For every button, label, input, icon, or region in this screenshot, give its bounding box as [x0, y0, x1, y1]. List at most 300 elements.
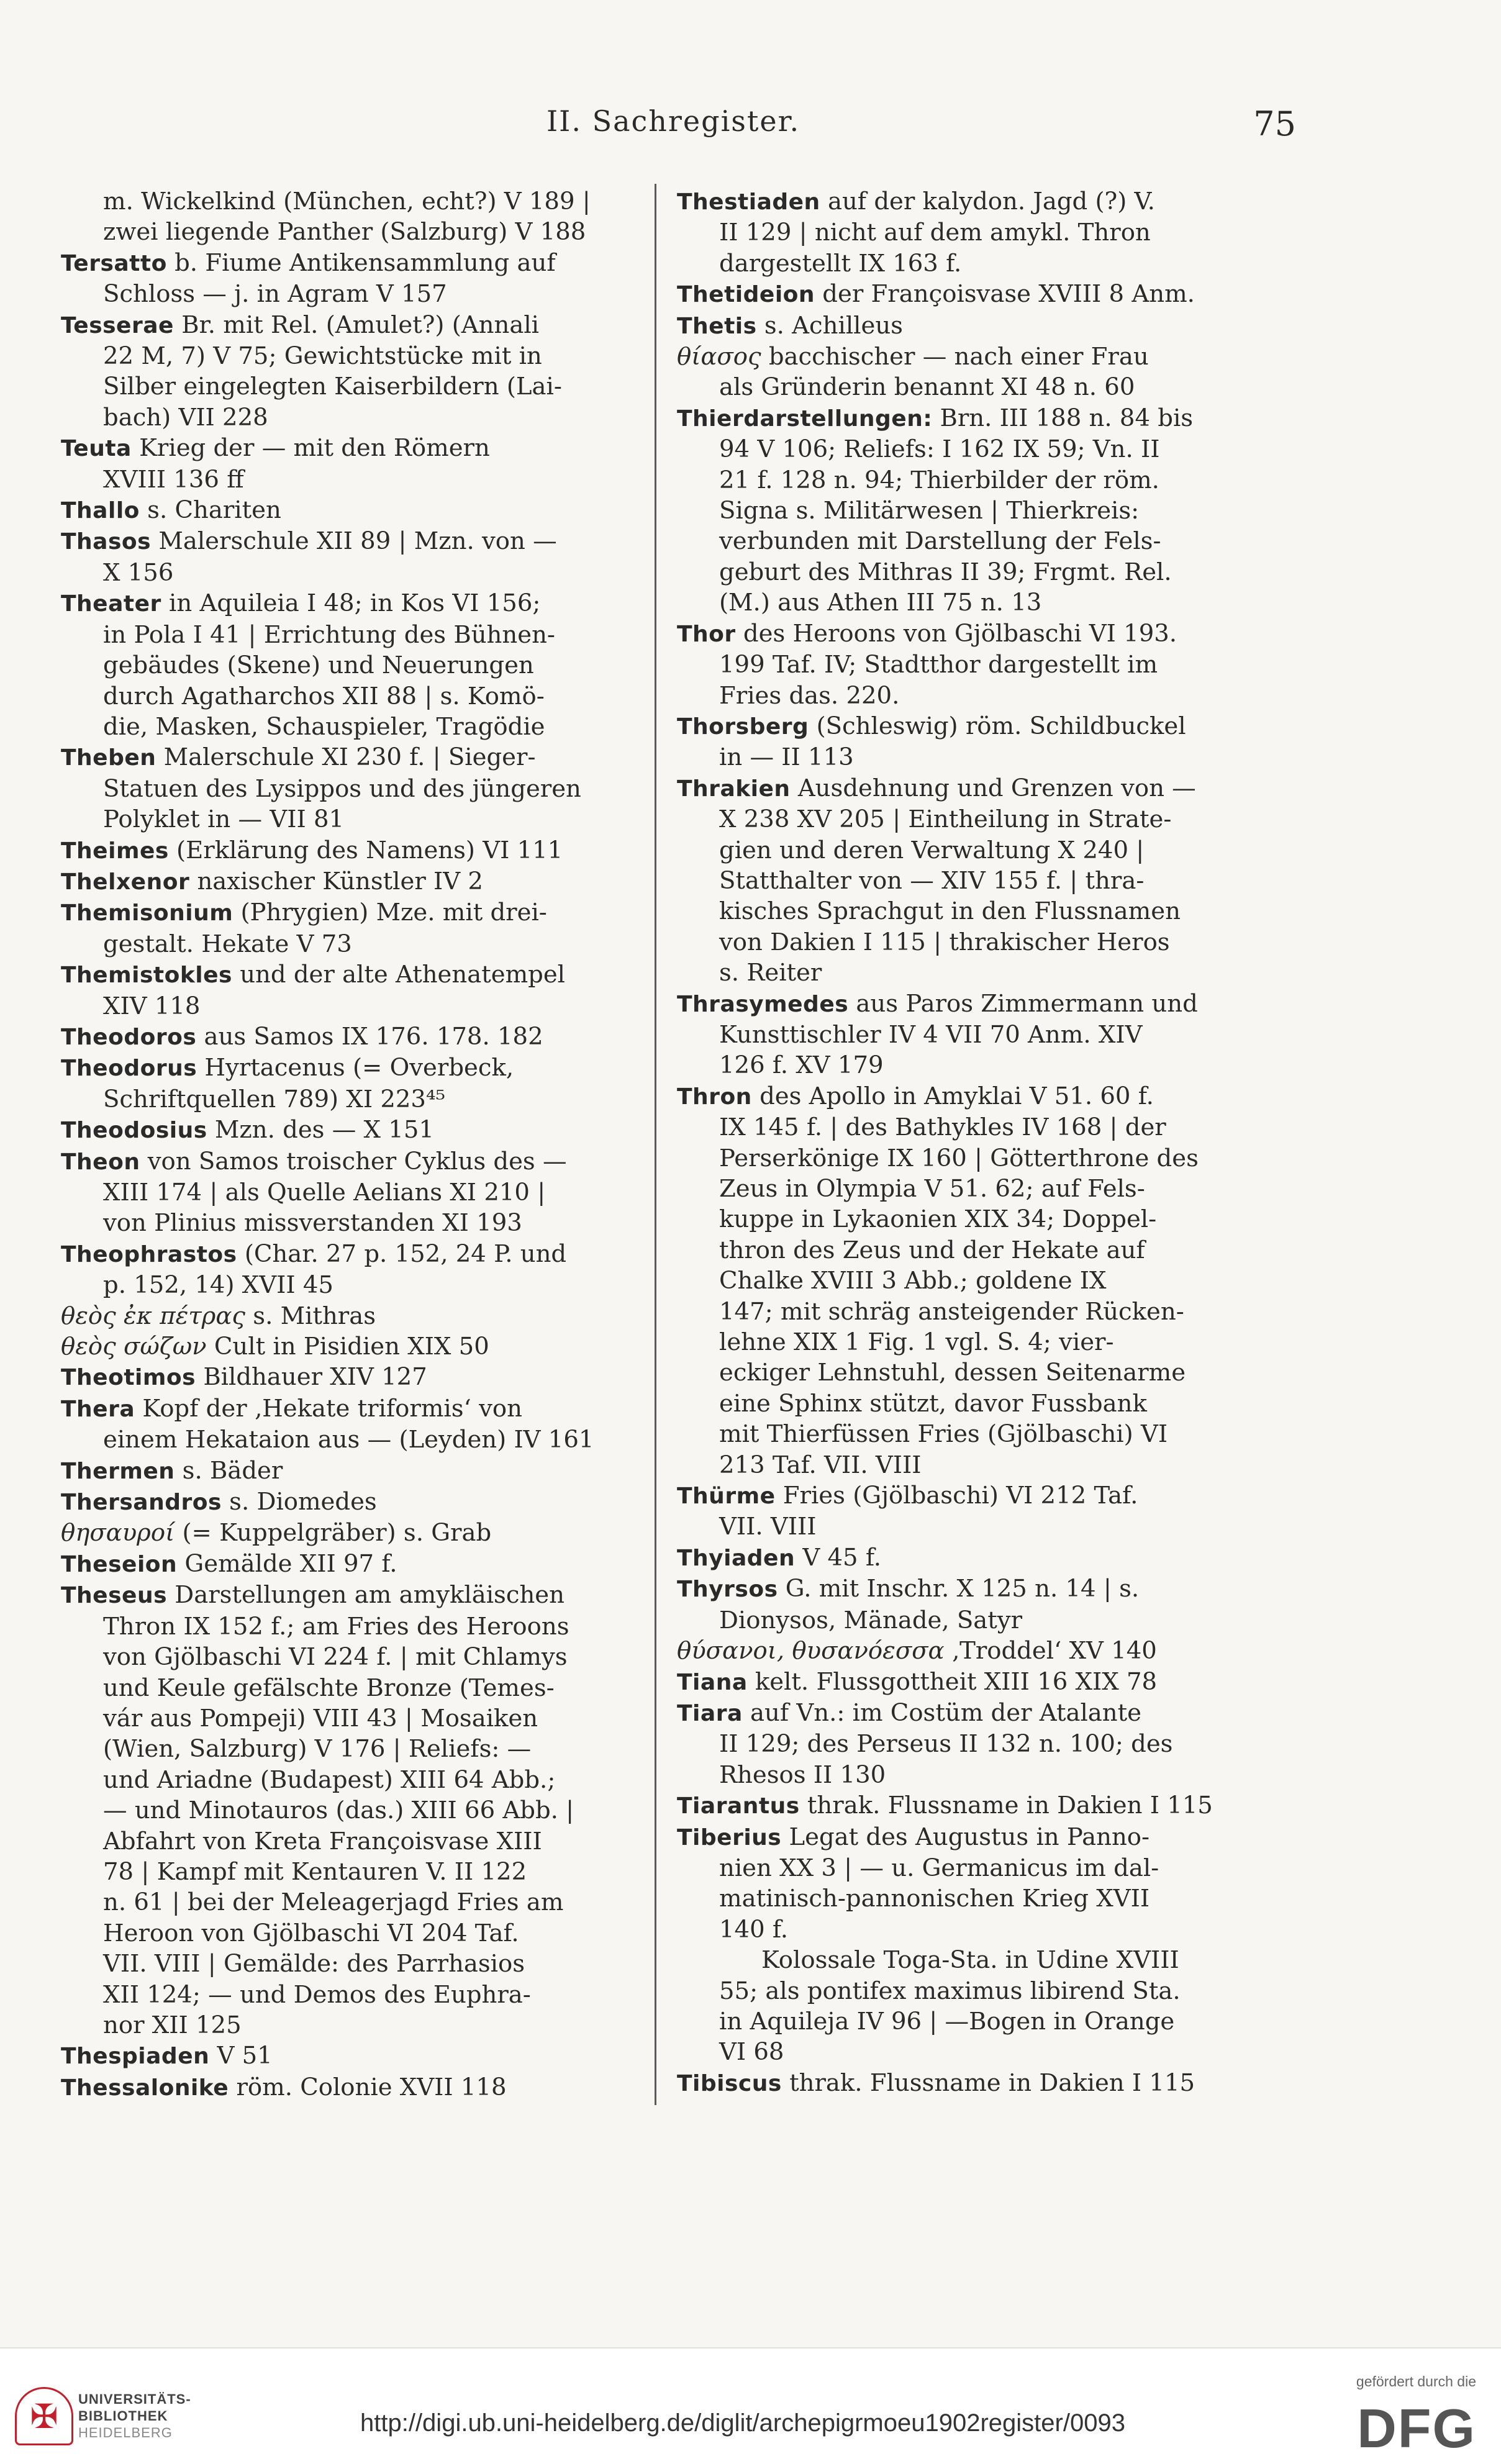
- index-entry-line: [677, 1143, 1248, 1174]
- index-lemma: Theben: [61, 745, 156, 771]
- index-entry-text: auf der kalydon. Jagd (?) V.: [820, 188, 1155, 215]
- index-entry-line: [61, 248, 632, 279]
- index-entry-text: naxischer Künstler IV 2: [189, 867, 483, 895]
- index-entry-line: [61, 650, 632, 681]
- index-entry-line: [677, 742, 1248, 772]
- index-lemma: Theimes: [61, 838, 169, 864]
- index-lemma: Tersatto: [61, 250, 167, 276]
- index-entry-text: kelt. Flussgottheit XIII 16 XIX 78: [747, 1667, 1158, 1696]
- index-entry-text: Thron IX 152 f.; am Fries des Heroons: [103, 1612, 569, 1641]
- index-lemma: Thespiaden: [61, 2044, 210, 2070]
- index-lemma: Themisonium: [61, 900, 234, 926]
- index-entry-line: [677, 248, 1248, 279]
- index-entry-line: [61, 774, 632, 804]
- index-entry-line: [677, 1388, 1248, 1419]
- index-entry-line: [61, 2072, 632, 2103]
- greek-lemma: θεὸς σώζων: [61, 1333, 207, 1361]
- index-entry-text: Rhesos II 130: [719, 1760, 886, 1789]
- index-lemma: Thor: [677, 621, 736, 647]
- index-entry-text: Darstellungen am amykläischen: [167, 1581, 565, 1610]
- dfg-logo[interactable]: DFG: [1357, 2398, 1476, 2459]
- index-entry-line: [677, 2037, 1248, 2067]
- index-entry-text: XII 124; — und Demos des Euphra-: [103, 1980, 531, 2009]
- index-entry-text: in Aquileja IV 96 | —Bogen in Orange: [719, 2007, 1175, 2036]
- index-entry-text: 94 V 106; Reliefs: I 162 IX 59; Vn. II: [719, 435, 1160, 464]
- index-entry-text: Ausdehnung und Grenzen von —: [790, 774, 1196, 802]
- index-entry-text: matinisch-pannonischen Krieg XVII: [719, 1885, 1150, 1913]
- index-entry-line: [61, 959, 632, 990]
- university-name: [78, 2391, 191, 2441]
- index-entry-text: II 129; des Perseus II 132 n. 100; des: [719, 1730, 1173, 1759]
- index-entry-line: [677, 681, 1248, 711]
- index-entry-text: und der alte Athenatempel: [232, 961, 566, 989]
- index-entry-text: Fries (Gjölbaschi) VI 212 Taf.: [775, 1482, 1138, 1510]
- index-entry-line: [61, 526, 632, 557]
- index-entry-text: die, Masken, Schauspieler, Tragödie: [103, 712, 545, 741]
- index-entry-text: kuppe in Lykaonien XIX 34; Doppel-: [719, 1205, 1157, 1234]
- index-entry-line: [677, 1050, 1248, 1080]
- index-entry-line: [61, 1734, 632, 1764]
- index-entry-text: bacchischer — nach einer Frau: [761, 343, 1149, 371]
- index-entry-text: lehne XIX 1 Fig. 1 vgl. S. 4; vier-: [719, 1328, 1114, 1357]
- index-entry-text: zwei liegende Panther (Salzburg) V 188: [103, 218, 586, 247]
- index-entry-text: VII. VIII | Gemälde: des Parrhasios: [103, 1950, 525, 1978]
- index-entry-text: von Samos troischer Cyklus des —: [140, 1147, 567, 1175]
- index-entry-line: [61, 1518, 632, 1548]
- index-entry-text: Fries das. 220.: [719, 681, 900, 710]
- index-entry-text: in Pola I 41 | Errichtung des Bühnen-: [103, 620, 555, 649]
- index-entry-line: [61, 1673, 632, 1703]
- index-entry-text: Cult in Pisidien XIX 50: [206, 1333, 489, 1361]
- index-entry-line: [677, 372, 1248, 402]
- index-entry-line: [61, 279, 632, 309]
- index-entry-text: s. Diomedes: [221, 1488, 377, 1516]
- index-entry-line: [61, 804, 632, 835]
- university-name-line1: UNIVERSITÄTS-: [78, 2391, 191, 2407]
- column-divider: [655, 184, 656, 2105]
- index-entry-line: [61, 1301, 632, 1331]
- index-lemma: Thrakien: [677, 776, 791, 802]
- index-entry-line: [677, 557, 1248, 587]
- index-entry-text: Bildhauer XIV 127: [196, 1363, 427, 1392]
- index-entry-line: [677, 1729, 1248, 1759]
- index-entry-text: als Gründerin benannt XI 48 n. 60: [719, 373, 1135, 402]
- index-entry-line: [677, 1667, 1248, 1698]
- index-entry-line: [677, 342, 1248, 372]
- index-entry-line: [677, 1081, 1248, 1112]
- index-entry-text: — und Minotauros (das.) XIII 66 Abb. |: [103, 1796, 574, 1825]
- index-entry-line: [61, 1580, 632, 1611]
- index-entry-line: [61, 464, 632, 495]
- index-entry-line: [61, 588, 632, 619]
- index-lemma: Tesserae: [61, 312, 174, 338]
- index-entry-text: Kolossale Toga-Sta. in Udine XVIII: [761, 1946, 1179, 1975]
- index-entry-line: [677, 866, 1248, 896]
- viewer-footer: [0, 2347, 1501, 2464]
- index-entry-text: IX 145 f. | des Bathykles IV 168 | der: [719, 1113, 1166, 1142]
- index-lemma: Theseion: [61, 1551, 178, 1577]
- index-entry-line: [677, 896, 1248, 926]
- index-entry-line: [61, 1331, 632, 1362]
- index-entry-line: [61, 1703, 632, 1734]
- index-entry-text: (Schleswig) röm. Schildbuckel: [809, 712, 1186, 740]
- index-entry-line: [61, 1887, 632, 1918]
- index-entry-text: der Françoisvase XVIII 8 Anm.: [815, 280, 1195, 309]
- index-entry-text: bach) VII 228: [103, 403, 268, 432]
- index-entry-line: [677, 1698, 1248, 1729]
- index-entry-line: [677, 1760, 1248, 1790]
- index-entry-text: Abfahrt von Kreta Françoisvase XIII: [103, 1827, 542, 1855]
- index-entry-line: [677, 587, 1248, 618]
- index-entry-line: [61, 1918, 632, 1949]
- index-entry-line: [61, 1456, 632, 1487]
- index-entry-line: [677, 1112, 1248, 1143]
- index-column-left: [61, 186, 632, 2103]
- index-entry-line: [677, 1511, 1248, 1542]
- index-entry-line: [61, 341, 632, 371]
- index-lemma: Theon: [61, 1149, 140, 1175]
- index-entry-line: [677, 1480, 1248, 1511]
- index-lemma: Thürme: [677, 1483, 776, 1510]
- index-entry-text: s. Mithras: [245, 1302, 376, 1330]
- index-entry-text: 199 Taf. IV; Stadtthor dargestellt im: [719, 651, 1158, 679]
- index-entry-text: Chalke XVIII 3 Abb.; goldene IX: [719, 1267, 1107, 1295]
- index-entry-line: [677, 927, 1248, 958]
- index-entry-text: dargestellt IX 163 f.: [719, 249, 962, 278]
- index-entry-line: [677, 1020, 1248, 1050]
- index-entry-text: gebäudes (Skene) und Neuerungen: [103, 651, 534, 680]
- index-entry-line: [61, 186, 632, 217]
- index-column-right: [677, 186, 1248, 2099]
- index-entry-line: [677, 186, 1248, 217]
- index-lemma: Theodoros: [61, 1024, 197, 1050]
- index-entry-text: Heroon von Gjölbaschi VI 204 Taf.: [103, 1919, 519, 1947]
- index-lemma: Thallo: [61, 498, 140, 524]
- index-lemma: Theater: [61, 591, 161, 617]
- index-entry-line: [61, 310, 632, 341]
- index-entry-line: [61, 1487, 632, 1518]
- index-entry-text: s. Reiter: [719, 959, 822, 987]
- index-entry-text: nien XX 3 | — u. Germanicus im dal-: [719, 1854, 1159, 1882]
- permalink-url[interactable]: http://digi.ub.uni-heidelberg.de/diglit/archepigrmoeu1902register/0093: [360, 2409, 1125, 2437]
- university-seal-icon: ✠: [15, 2387, 73, 2445]
- index-lemma: Tiarantus: [677, 1793, 800, 1819]
- index-entry-line: [677, 526, 1248, 556]
- index-entry-text: Mzn. des — X 151: [207, 1116, 434, 1144]
- index-entry-text: s. Bäder: [175, 1456, 283, 1485]
- index-entry-text: in Aquileia I 48; in Kos VI 156;: [161, 589, 541, 618]
- index-lemma: Thestiaden: [677, 189, 820, 215]
- index-entry-text: und Ariadne (Budapest) XIII 64 Abb.;: [103, 1765, 556, 1794]
- index-entry-text: (Phrygien) Mze. mit drei-: [233, 899, 547, 927]
- index-entry-text: 22 M, 7) V 75; Gewichtstücke mit in: [103, 342, 542, 371]
- index-entry-line: [677, 1976, 1248, 2006]
- index-entry-text: in — II 113: [719, 743, 854, 772]
- index-lemma: Theophrastos: [61, 1241, 237, 1267]
- index-lemma: Theodorus: [61, 1056, 197, 1082]
- index-entry-text: aus Paros Zimmermann und: [848, 989, 1198, 1018]
- index-entry-text: 147; mit schräg ansteigender Rücken-: [719, 1297, 1184, 1326]
- index-entry-line: [677, 217, 1248, 248]
- index-entry-line: [61, 558, 632, 588]
- index-entry-text: (Wien, Salzburg) V 176 | Reliefs: —: [103, 1735, 532, 1764]
- index-entry-line: [61, 712, 632, 742]
- index-entry-line: [61, 929, 632, 959]
- index-entry-line: [61, 1208, 632, 1238]
- index-entry-line: [677, 835, 1248, 866]
- index-entry-line: [677, 310, 1248, 342]
- index-entry-text: Krieg der — mit den Römern: [131, 434, 490, 463]
- index-entry-text: des Apollo in Amyklai V 51. 60 f.: [751, 1082, 1154, 1110]
- index-lemma: Thessalonike: [61, 2075, 229, 2101]
- index-entry-line: [61, 681, 632, 712]
- index-lemma: Tiana: [677, 1669, 748, 1695]
- index-lemma: Thrasymedes: [677, 991, 849, 1017]
- index-entry-text: thron des Zeus und der Hekate auf: [719, 1236, 1145, 1264]
- index-entry-text: Malerschule XII 89 | Mzn. von —: [151, 527, 557, 556]
- index-entry-text: Perserkönige IX 160 | Götterthrone des: [719, 1144, 1199, 1172]
- index-entry-text: eine Sphinx stützt, davor Fussbank: [719, 1389, 1147, 1418]
- index-entry-text: durch Agatharchos XII 88 | s. Komö-: [103, 682, 545, 710]
- index-entry-line: [61, 495, 632, 526]
- index-entry-line: [61, 1980, 632, 2010]
- index-entry-line: [61, 1053, 632, 1084]
- university-name-line3: HEIDELBERG: [78, 2425, 173, 2440]
- index-entry-line: [677, 1450, 1248, 1480]
- index-lemma: Thera: [61, 1396, 135, 1422]
- index-entry-text: Hyrtacenus (= Overbeck,: [197, 1054, 514, 1082]
- index-entry-line: [677, 1542, 1248, 1574]
- index-entry-line: [61, 1857, 632, 1887]
- index-entry-text: vár aus Pompeji) VIII 43 | Mosaiken: [103, 1704, 538, 1732]
- index-entry-text: Silber eingelegten Kaiserbildern (Lai-: [103, 373, 562, 401]
- index-entry-text: (= Kuppelgräber) s. Grab: [175, 1519, 492, 1547]
- index-entry-text: Dionysos, Mänade, Satyr: [719, 1606, 1023, 1634]
- index-entry-line: [677, 1883, 1248, 1914]
- index-entry-text: geburt des Mithras II 39; Frgmt. Rel.: [719, 558, 1172, 586]
- index-entry-line: [677, 1174, 1248, 1204]
- index-entry-line: [677, 650, 1248, 680]
- index-entry-text: verbunden mit Darstellung der Fels-: [719, 527, 1161, 556]
- index-entry-line: [677, 279, 1248, 310]
- index-entry-text: 140 f.: [719, 1915, 789, 1944]
- index-entry-line: [677, 1327, 1248, 1357]
- index-entry-line: [61, 1795, 632, 1826]
- index-entry-text: aus Samos IX 176. 178. 182: [196, 1022, 543, 1051]
- index-entry-line: [677, 1605, 1248, 1636]
- index-entry-text: auf Vn.: im Costüm der Atalante: [742, 1698, 1141, 1727]
- index-entry-text: mit Thierfüssen Fries (Gjölbaschi) VI: [719, 1420, 1168, 1449]
- index-entry-line: [677, 1204, 1248, 1234]
- index-entry-text: Statuen des Lysippos und des jüngeren: [103, 774, 581, 803]
- greek-lemma: θεὸς ἐκ πέτρας: [61, 1302, 246, 1330]
- index-lemma: Thersandros: [61, 1490, 222, 1516]
- index-entry-text: b. Fiume Antikensammlung auf: [166, 248, 556, 277]
- index-entry-line: [677, 1790, 1248, 1821]
- index-lemma: Theseus: [61, 1583, 168, 1609]
- index-entry-line: [677, 1357, 1248, 1388]
- index-entry-text: 213 Taf. VII. VIII: [719, 1451, 922, 1479]
- index-entry-line: [677, 958, 1248, 988]
- index-entry-line: [677, 1945, 1248, 1975]
- index-lemma: Thetideion: [677, 282, 815, 308]
- index-entry-line: [677, 1914, 1248, 1945]
- index-entry-line: [677, 465, 1248, 496]
- index-entry-line: [61, 1549, 632, 1580]
- index-entry-text: s. Achilleus: [756, 311, 903, 340]
- index-lemma: Theodosius: [61, 1118, 207, 1144]
- index-lemma: Thyrsos: [677, 1577, 778, 1603]
- index-entry-line: [61, 1362, 632, 1393]
- index-entry-line: [61, 1424, 632, 1455]
- index-entry-text: Gemälde XII 97 f.: [177, 1549, 397, 1578]
- index-entry-text: und Keule gefälschte Bronze (Temes-: [103, 1674, 555, 1702]
- index-entry-line: [61, 1642, 632, 1672]
- index-entry-line: [61, 866, 632, 897]
- index-entry-text: Polyklet in — VII 81: [103, 805, 345, 834]
- index-entry-line: [61, 1611, 632, 1642]
- index-entry-text: p. 152, 14) XVII 45: [103, 1271, 333, 1300]
- index-entry-line: [677, 773, 1248, 804]
- index-entry-line: [61, 433, 632, 464]
- index-entry-line: [61, 835, 632, 866]
- index-entry-text: 78 | Kampf mit Kentauren V. II 122: [103, 1857, 527, 1886]
- index-entry-text: m. Wickelkind (München, echt?) V 189 |: [103, 188, 591, 215]
- index-entry-line: [61, 1146, 632, 1177]
- index-entry-text: gien und deren Verwaltung X 240 |: [719, 836, 1145, 864]
- index-lemma: Thetis: [677, 313, 757, 339]
- university-name-line2: BIBLIOTHEK: [78, 2408, 168, 2424]
- index-entry-text: Kopf der ‚Hekate triformis‘ von: [135, 1394, 522, 1423]
- index-entry-text: V 45 f.: [795, 1543, 882, 1572]
- funder-caption: gefördert durch die: [1356, 2373, 1476, 2389]
- index-entry-text: kisches Sprachgut in den Flussnamen: [719, 897, 1181, 926]
- index-entry-text: n. 61 | bei der Meleagerjagd Fries am: [103, 1888, 564, 1917]
- index-entry-text: XIV 118: [103, 992, 201, 1020]
- index-entry-line: [61, 1393, 632, 1424]
- index-entry-text: Zeus in Olympia V 51. 62; auf Fels-: [719, 1175, 1145, 1203]
- index-entry-line: [677, 1822, 1248, 1853]
- index-entry-text: Signa s. Militärwesen | Thierkreis:: [719, 497, 1140, 525]
- index-entry-text: gestalt. Hekate V 73: [103, 930, 352, 958]
- index-entry-text: 126 f. XV 179: [719, 1051, 884, 1080]
- index-lemma: Tibiscus: [677, 2070, 782, 2096]
- index-entry-text: des Heroons von Gjölbaschi VI 193.: [735, 619, 1177, 648]
- index-entry-line: [61, 1239, 632, 1270]
- index-entry-text: s. Chariten: [139, 496, 281, 525]
- section-title: II. Sachregister.: [546, 104, 800, 138]
- index-entry-line: [677, 434, 1248, 464]
- index-entry-text: VI 68: [719, 2038, 784, 2067]
- index-entry-line: [677, 1235, 1248, 1266]
- index-entry-line: [677, 1266, 1248, 1296]
- index-entry-text: (Char. 27 p. 152, 24 P. und: [237, 1239, 567, 1268]
- index-entry-text: thrak. Flussname in Dakien I 115: [781, 2068, 1195, 2097]
- index-entry-line: [61, 1949, 632, 1979]
- index-entry-line: [61, 1115, 632, 1146]
- index-lemma: Themistokles: [61, 962, 232, 989]
- index-entry-text: Legat des Augustus in Panno-: [781, 1823, 1150, 1851]
- index-entry-line: [677, 1574, 1248, 1605]
- index-entry-text: X 156: [103, 558, 174, 587]
- index-entry-text: von Gjölbaschi VI 224 f. | mit Chlamys: [103, 1643, 568, 1672]
- index-entry-text: ‚Troddel‘ XV 140: [944, 1637, 1157, 1665]
- index-entry-text: einem Hekataion aus — (Leyden) IV 161: [103, 1426, 594, 1454]
- index-entry-line: [61, 1765, 632, 1795]
- index-entry-text: Brn. III 188 n. 84 bis: [932, 404, 1194, 432]
- index-entry-line: [61, 742, 632, 773]
- index-entry-line: [677, 1297, 1248, 1327]
- index-entry-line: [61, 2010, 632, 2040]
- greek-lemma: θύσανοι, θυσανόεσσα: [677, 1637, 945, 1665]
- greek-lemma: θησαυροί: [61, 1519, 175, 1547]
- index-entry-text: G. mit Inschr. X 125 n. 14 | s.: [778, 1575, 1140, 1603]
- index-entry-text: VII. VIII: [719, 1513, 817, 1541]
- index-entry-text: II 129 | nicht auf dem amykl. Thron: [719, 219, 1151, 247]
- index-lemma: Teuta: [61, 436, 132, 462]
- index-entry-text: eckiger Lehnstuhl, dessen Seitenarme: [719, 1359, 1186, 1387]
- index-entry-line: [61, 1084, 632, 1115]
- index-entry-text: röm. Colonie XVII 118: [229, 2073, 507, 2101]
- index-entry-line: [61, 402, 632, 433]
- running-header: [546, 104, 1296, 148]
- index-lemma: Thierdarstellungen:: [677, 405, 933, 432]
- index-entry-line: [61, 1177, 632, 1208]
- index-entry-text: nor XII 125: [103, 2011, 242, 2039]
- index-entry-text: V 51: [209, 2042, 273, 2070]
- index-entry-line: [677, 711, 1248, 742]
- index-entry-line: [61, 2040, 632, 2072]
- index-entry-line: [677, 1853, 1248, 1883]
- index-lemma: Thron: [677, 1084, 752, 1110]
- index-entry-line: [677, 989, 1248, 1020]
- index-entry-line: [677, 403, 1248, 434]
- index-entry-text: Schloss — j. in Agram V 157: [103, 280, 447, 309]
- index-entry-line: [677, 2006, 1248, 2037]
- index-entry-text: X 238 XV 205 | Eintheilung in Strate-: [719, 805, 1172, 834]
- index-entry-line: [61, 1270, 632, 1300]
- index-entry-line: [677, 1419, 1248, 1449]
- index-entry-text: 55; als pontifex maximus libirend Sta.: [719, 1977, 1181, 2005]
- index-entry-text: Malerschule XI 230 f. | Sieger-: [156, 743, 536, 772]
- index-lemma: Thermen: [61, 1458, 175, 1484]
- index-entry-line: [677, 1636, 1248, 1666]
- index-entry-line: [61, 217, 632, 247]
- index-entry-text: Statthalter von — XIV 155 f. | thra-: [719, 866, 1145, 895]
- index-entry-line: [61, 1826, 632, 1857]
- index-lemma: Thelxenor: [61, 869, 190, 895]
- index-entry-text: thrak. Flussname in Dakien I 115: [799, 1791, 1213, 1820]
- index-lemma: Thorsberg: [677, 713, 809, 740]
- index-entry-text: XVIII 136 ff: [103, 465, 244, 494]
- index-entry-line: [677, 496, 1248, 526]
- index-entry-line: [61, 991, 632, 1021]
- index-entry-text: 21 f. 128 n. 94; Thierbilder der röm.: [719, 466, 1159, 494]
- index-lemma: Tiberius: [677, 1824, 782, 1850]
- page-number: 75: [1253, 104, 1296, 143]
- index-entry-text: Br. mit Rel. (Amulet?) (Annali: [173, 310, 539, 339]
- index-entry-line: [677, 618, 1248, 650]
- index-entry-line: [677, 2068, 1248, 2099]
- index-lemma: Thyiaden: [677, 1545, 796, 1571]
- index-entry-line: [61, 897, 632, 928]
- index-entry-line: [61, 1021, 632, 1053]
- index-entry-text: Kunsttischler IV 4 VII 70 Anm. XIV: [719, 1020, 1143, 1049]
- index-lemma: Theotimos: [61, 1365, 196, 1391]
- index-entry-text: von Plinius missverstanden XI 193: [103, 1209, 522, 1238]
- index-entry-text: Schriftquellen 789) XI 223⁴⁵: [103, 1085, 445, 1113]
- index-entry-text: (Erklärung des Namens) VI 111: [168, 836, 563, 864]
